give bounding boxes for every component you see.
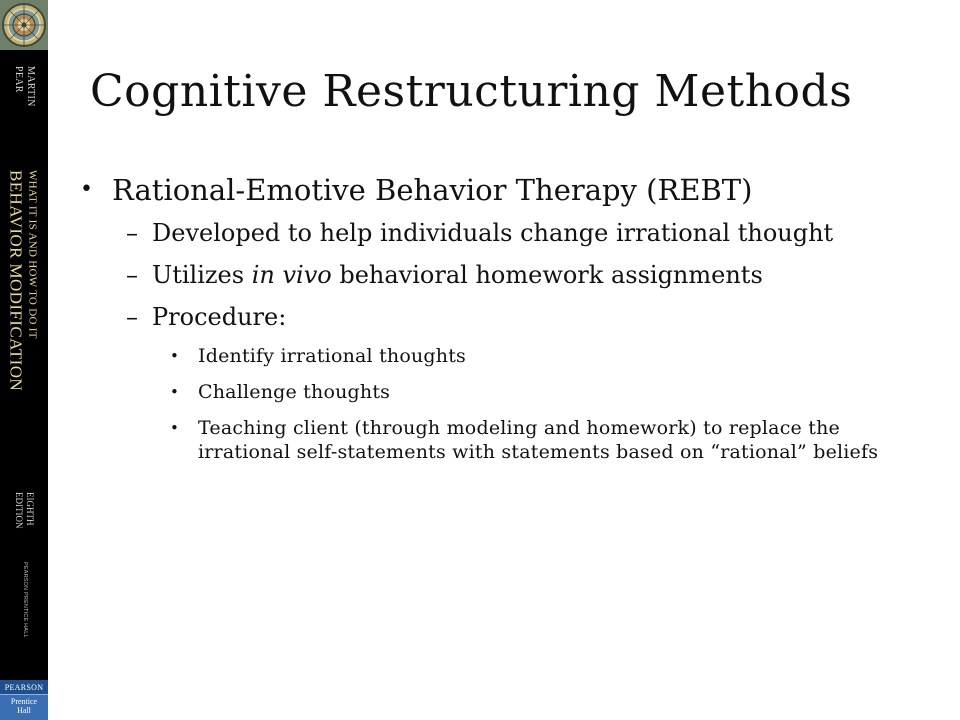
spine-title-sub: WHAT IT IS AND HOW TO DO IT xyxy=(26,170,39,339)
dash-icon: – xyxy=(126,261,138,289)
bullet-icon: • xyxy=(170,419,180,437)
spine-title-main: BEHAVIOR MODIFICATION xyxy=(6,170,26,392)
sub-bullet-procedure xyxy=(80,302,910,332)
pearson-logo-text: PEARSON xyxy=(0,680,48,695)
procedure-step-challenge xyxy=(80,380,910,404)
spine-publisher-text: PEARSON PRENTICE HALL xyxy=(21,562,28,638)
procedure-step-teaching-text: Teaching client (through modeling and homework) to replace the irrational self-statements with statements based on “rational” beliefs xyxy=(198,417,879,463)
slide-body xyxy=(80,170,910,476)
sub-bullet-utilizes xyxy=(80,260,910,290)
procedure-step-teaching xyxy=(80,416,910,464)
spine-author-martin: MARTIN xyxy=(25,66,36,107)
bullet-rebt xyxy=(80,170,910,210)
procedure-step-identify xyxy=(80,344,910,368)
spine-edition xyxy=(0,492,48,552)
mandala-emblem-icon xyxy=(0,0,48,50)
bullet-icon: • xyxy=(170,383,180,401)
slide-title: Cognitive Restructuring Methods xyxy=(90,66,853,117)
book-spine xyxy=(0,0,48,720)
prentice-hall-logo-text xyxy=(0,695,48,720)
pearson-prentice-hall-logo xyxy=(0,680,48,720)
spine-publisher xyxy=(0,562,48,662)
bullet-icon: • xyxy=(170,347,180,365)
sub-bullet-utilizes-after: behavioral homework assignments xyxy=(331,261,763,289)
sub-bullet-procedure-text: Procedure: xyxy=(152,303,287,331)
dash-icon: – xyxy=(126,219,138,247)
dash-icon: – xyxy=(126,303,138,331)
spine-authors xyxy=(0,66,48,132)
sub-bullet-developed xyxy=(80,218,910,248)
spine-edition-eighth: EIGHTH xyxy=(25,492,35,526)
procedure-step-identify-text: Identify irrational thoughts xyxy=(198,345,467,367)
spine-author-pear: PEAR xyxy=(13,66,24,93)
bullet-icon: • xyxy=(80,177,93,202)
sub-bullet-developed-text: Developed to help individuals change irrational thought xyxy=(152,219,834,247)
sub-bullet-utilizes-italic: in vivo xyxy=(251,261,332,289)
sub-bullet-utilizes-before: Utilizes xyxy=(152,261,252,289)
spine-book-title xyxy=(0,170,48,470)
spine-edition-label: EDITION xyxy=(14,492,24,529)
prentice-text: Prentice xyxy=(10,697,38,706)
bullet-rebt-text: Rational-Emotive Behavior Therapy (REBT) xyxy=(112,173,753,207)
procedure-step-challenge-text: Challenge thoughts xyxy=(198,381,391,403)
hall-text: Hall xyxy=(17,706,31,715)
